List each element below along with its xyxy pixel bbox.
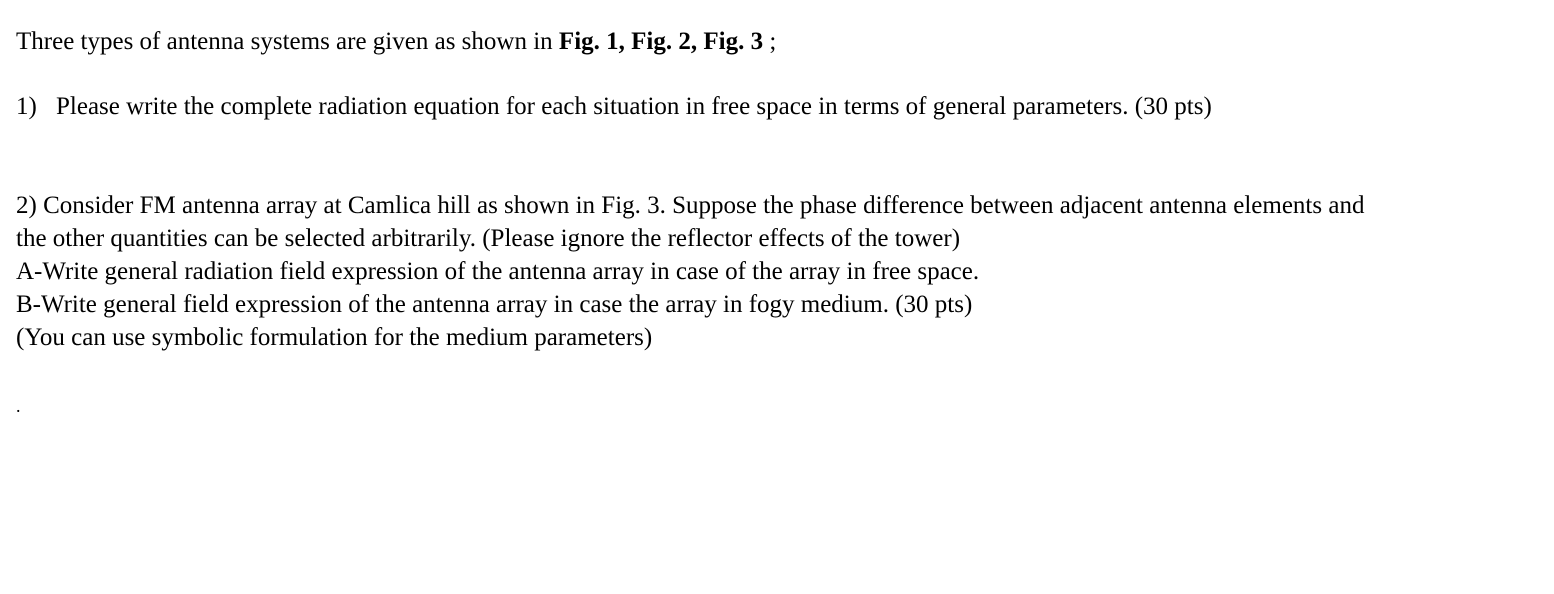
- intro-paragraph: [16, 25, 776, 58]
- question-2-line-2: the other quantities can be selected arbitrarily. (Please ignore the reflector effects of the tower): [16, 225, 961, 252]
- intro-prefix: Three types of antenna systems are given as shown in: [16, 28, 559, 55]
- figure-references: Fig. 1, Fig. 2, Fig. 3: [558, 28, 764, 55]
- question-1-text: Please write the complete radiation equation for each situation in free space in terms of general parameters. (30 pts): [56, 93, 1212, 120]
- question-2-part-a: A-Write general radiation field expression of the antenna array in case of the array in free space.: [16, 258, 980, 285]
- question-1: [16, 90, 1212, 123]
- question-2-part-b: B-Write general field expression of the antenna array in case the array in fogy medium. (30 pts): [16, 291, 973, 318]
- intro-suffix: ;: [763, 28, 777, 55]
- question-1-number: 1): [16, 93, 37, 120]
- trailing-period: .: [16, 396, 21, 416]
- question-2-line-1: 2) Consider FM antenna array at Camlica hill as shown in Fig. 3. Suppose the phase difference between adjacent antenna elements and: [16, 192, 1365, 219]
- question-2-note: (You can use symbolic formulation for the medium parameters): [16, 324, 653, 351]
